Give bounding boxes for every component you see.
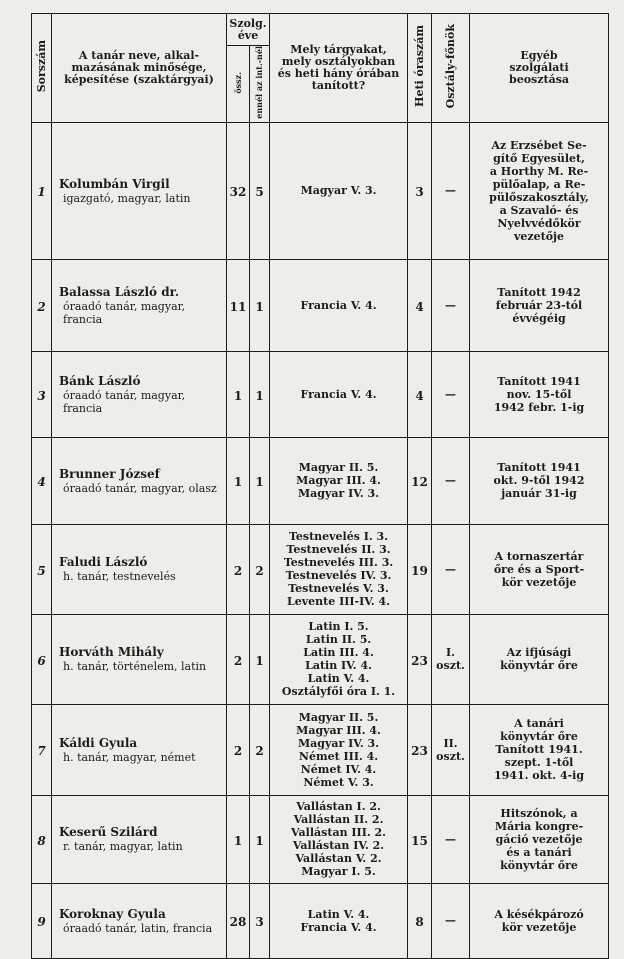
other-duty-line: A tornaszertár: [494, 549, 584, 563]
table-row: [32, 795, 609, 883]
years-institution: 1: [250, 259, 270, 351]
header-sorszam: Sorszám: [32, 14, 52, 123]
teacher-qualification: h. tanár, testnevelés: [63, 570, 176, 584]
other-duty-line: Mária kongre-: [494, 819, 584, 833]
class-teacher-cell: [432, 122, 470, 259]
years-total: 11: [227, 259, 250, 351]
class-teacher-cell: [432, 614, 470, 704]
other-duty-line: könyvtár őre: [500, 659, 578, 673]
subject-line: Német V. 3.: [303, 775, 374, 789]
other-duty-line: vezetője: [513, 229, 565, 243]
other-duty-line: nov. 15-től: [506, 387, 572, 401]
class-teacher-cell: [432, 524, 470, 614]
other-duty-line: Tanított 1941.: [495, 743, 583, 757]
other-duty-line: Tanított 1941: [497, 461, 581, 475]
subject-line: Levente III-IV. 4.: [287, 595, 390, 609]
years-total: 2: [227, 704, 250, 795]
weekly-hours: 3: [408, 122, 432, 259]
other-duties-cell: [470, 614, 609, 704]
table-row: [32, 351, 609, 437]
subject-line: Vallástan V. 2.: [295, 852, 382, 866]
header-szolg-eve: Szolg. éve: [227, 14, 270, 46]
other-duty-line: és a tanári: [506, 845, 572, 859]
subject-line: Vallástan I. 2.: [296, 800, 381, 814]
class-teacher-line: —: [445, 387, 457, 401]
class-teacher-line: —: [445, 184, 457, 198]
teacher-qualification: óraadó tanár, magyar, francia: [63, 388, 186, 415]
class-teacher-line: oszt.: [436, 749, 465, 763]
weekly-hours: 23: [408, 614, 432, 704]
class-teacher-line: oszt.: [436, 659, 465, 673]
other-duties-cell: [470, 437, 609, 524]
other-duty-line: okt. 9-től 1942: [493, 474, 585, 488]
other-duty-line: Hitszónok, a: [500, 806, 578, 820]
subjects-cell: [270, 883, 408, 958]
teacher-cell: [52, 614, 227, 704]
subjects-cell: [270, 795, 408, 883]
header-name: A tanár neve, alkal- mazásának minősége, képesítése (szaktárgyai): [52, 14, 227, 123]
other-duty-line: 1941. okt. 4-ig: [493, 769, 585, 783]
row-number: 4: [32, 437, 52, 524]
other-duty-line: évvégéig: [512, 311, 566, 325]
other-duties-cell: [470, 883, 609, 958]
table-row: [32, 614, 609, 704]
teacher-cell: [52, 795, 227, 883]
other-duty-line: Tanított 1942: [497, 285, 581, 299]
table-row: [32, 122, 609, 259]
teacher-cell: [52, 883, 227, 958]
weekly-hours: 15: [408, 795, 432, 883]
other-duty-line: a Horthy M. Re-: [489, 164, 589, 178]
subject-line: Latin III. 4.: [303, 646, 374, 660]
years-institution: 2: [250, 704, 270, 795]
weekly-hours: 4: [408, 259, 432, 351]
other-duty-line: Nyelvvédőkör: [497, 216, 581, 230]
weekly-hours: 4: [408, 351, 432, 437]
class-teacher-cell: [432, 259, 470, 351]
teacher-name: Faludi László: [59, 555, 148, 570]
subject-line: Magyar III. 4.: [296, 723, 381, 737]
class-teacher-line: —: [445, 298, 457, 312]
subject-line: Testnevelés I. 3.: [288, 530, 389, 544]
header-ossz: össz.: [227, 46, 250, 123]
other-duty-line: pülőszakosztály,: [489, 190, 589, 204]
subjects-cell: [270, 351, 408, 437]
other-duty-line: a Szavaló- és: [499, 203, 579, 217]
subject-line: Magyar II. 5.: [298, 461, 379, 475]
header-heti-oraszam: Heti óraszám: [408, 14, 432, 123]
subject-line: Francia V. 4.: [300, 920, 377, 934]
teacher-qualification: r. tanár, magyar, latin: [63, 840, 183, 854]
subject-line: Testnevelés III. 3.: [283, 556, 394, 570]
other-duty-line: január 31-ig: [501, 487, 577, 501]
subject-line: Latin I. 5.: [308, 620, 369, 634]
years-institution: 3: [250, 883, 270, 958]
teacher-qualification: igazgató, magyar, latin: [63, 191, 191, 205]
other-duty-line: pülőalap, a Re-: [492, 177, 586, 191]
subject-line: Testnevelés II. 3.: [286, 543, 391, 557]
teacher-name: Koroknay Gyula: [59, 906, 166, 921]
teacher-cell: [52, 259, 227, 351]
other-duty-line: 1942 febr. 1-ig: [493, 400, 585, 414]
subject-line: Testnevelés IV. 3.: [285, 569, 392, 583]
subject-line: Magyar I. 5.: [301, 865, 376, 879]
teacher-table: [31, 13, 609, 959]
other-duty-line: könyvtár őre: [500, 858, 578, 872]
class-teacher-line: —: [445, 474, 457, 488]
header-intezetnel: ennél az int.-nél: [250, 46, 270, 123]
subject-line: Latin V. 4.: [307, 672, 370, 686]
subject-line: Német III. 4.: [298, 749, 379, 763]
years-total: 28: [227, 883, 250, 958]
other-duties-cell: [470, 122, 609, 259]
years-total: 1: [227, 351, 250, 437]
subjects-cell: [270, 122, 408, 259]
subjects-cell: [270, 614, 408, 704]
other-duty-line: szept. 1-től: [504, 756, 574, 770]
row-number: 2: [32, 259, 52, 351]
row-number: 5: [32, 524, 52, 614]
subject-line: Vallástan II. 2.: [293, 813, 384, 827]
other-duties-cell: [470, 259, 609, 351]
teacher-name: Káldi Gyula: [59, 735, 138, 750]
years-total: 32: [227, 122, 250, 259]
other-duty-line: Az Erzsébet Se-: [491, 138, 587, 152]
teacher-cell: [52, 437, 227, 524]
table-row: [32, 883, 609, 958]
teacher-name: Kolumbán Virgil: [59, 176, 170, 191]
row-number: 8: [32, 795, 52, 883]
subjects-cell: [270, 437, 408, 524]
subjects-cell: [270, 259, 408, 351]
class-teacher-cell: [432, 883, 470, 958]
years-institution: 5: [250, 122, 270, 259]
other-duty-line: A késékpározó: [494, 907, 584, 921]
table-row: [32, 437, 609, 524]
teacher-qualification: h. tanár, történelem, latin: [63, 660, 207, 674]
teacher-name: Balassa László dr.: [59, 284, 180, 299]
row-number: 1: [32, 122, 52, 259]
weekly-hours: 23: [408, 704, 432, 795]
class-teacher-line: I.: [446, 646, 455, 660]
class-teacher-line: —: [445, 914, 457, 928]
row-number: 6: [32, 614, 52, 704]
teacher-cell: [52, 122, 227, 259]
years-institution: 1: [250, 351, 270, 437]
teacher-name: Brunner József: [59, 466, 160, 481]
other-duty-line: őre és a Sport-: [493, 562, 585, 576]
subject-line: Magyar IV. 3.: [297, 487, 380, 501]
subject-line: Testnevelés V. 3.: [288, 582, 389, 596]
table-row: [32, 524, 609, 614]
teacher-name: Bánk László: [59, 373, 141, 388]
years-total: 2: [227, 524, 250, 614]
teacher-cell: [52, 704, 227, 795]
class-teacher-line: II.: [443, 736, 458, 750]
row-number: 3: [32, 351, 52, 437]
class-teacher-cell: [432, 351, 470, 437]
class-teacher-cell: [432, 437, 470, 524]
teacher-name: Keserű Szilárd: [59, 825, 158, 840]
subject-line: Francia V. 4.: [300, 387, 377, 401]
other-duties-cell: [470, 351, 609, 437]
header-osztalyfonok: Osztály-főnök: [432, 14, 470, 123]
other-duty-line: kör vezetője: [501, 920, 577, 934]
years-institution: 2: [250, 524, 270, 614]
years-total: 2: [227, 614, 250, 704]
table-row: [32, 259, 609, 351]
subjects-cell: [270, 704, 408, 795]
header-targyak: Mely tárgyakat, mely osztályokban és heti hány órában tanított?: [270, 14, 408, 123]
subject-line: Latin II. 5.: [305, 633, 372, 647]
subject-line: Magyar II. 5.: [298, 710, 379, 724]
other-duty-line: Az ifjúsági: [506, 646, 572, 660]
subject-line: Német IV. 4.: [300, 762, 377, 776]
teacher-name: Horváth Mihály: [59, 645, 164, 660]
teacher-qualification: óraadó tanár, latin, francia: [63, 921, 213, 935]
subject-line: Magyar V. 3.: [300, 184, 377, 198]
other-duties-cell: [470, 795, 609, 883]
subject-line: Osztályfői óra I. 1.: [281, 685, 396, 699]
years-total: 1: [227, 437, 250, 524]
class-teacher-cell: [432, 795, 470, 883]
other-duty-line: gítő Egyesület,: [493, 151, 585, 165]
subject-line: Vallástan IV. 2.: [292, 839, 385, 853]
header-egyeb: Egyéb szolgálati beosztása: [470, 14, 609, 123]
other-duty-line: Tanított 1941: [497, 374, 581, 388]
other-duty-line: A tanári: [514, 717, 564, 731]
subjects-cell: [270, 524, 408, 614]
other-duty-line: könyvtár őre: [500, 730, 578, 744]
teacher-qualification: óraadó tanár, magyar, olasz: [63, 481, 217, 495]
subject-line: Latin V. 4.: [307, 907, 370, 921]
years-institution: 1: [250, 614, 270, 704]
weekly-hours: 19: [408, 524, 432, 614]
other-duty-line: február 23-tól: [495, 298, 583, 312]
years-total: 1: [227, 795, 250, 883]
class-teacher-line: —: [445, 562, 457, 576]
years-institution: 1: [250, 795, 270, 883]
subject-line: Magyar III. 4.: [296, 474, 381, 488]
subject-line: Magyar IV. 3.: [297, 736, 380, 750]
table-row: [32, 704, 609, 795]
other-duty-line: gáció vezetője: [495, 832, 583, 846]
row-number: 9: [32, 883, 52, 958]
teacher-cell: [52, 351, 227, 437]
subject-line: Latin IV. 4.: [305, 659, 372, 673]
other-duties-cell: [470, 704, 609, 795]
teacher-qualification: óraadó tanár, magyar, francia: [63, 299, 186, 326]
other-duty-line: kör vezetője: [501, 575, 577, 589]
row-number: 7: [32, 704, 52, 795]
weekly-hours: 8: [408, 883, 432, 958]
weekly-hours: 12: [408, 437, 432, 524]
subject-line: Vallástan III. 2.: [291, 826, 386, 840]
years-institution: 1: [250, 437, 270, 524]
class-teacher-line: —: [445, 832, 457, 846]
teacher-cell: [52, 524, 227, 614]
other-duties-cell: [470, 524, 609, 614]
class-teacher-cell: [432, 704, 470, 795]
teacher-qualification: h. tanár, magyar, német: [63, 750, 196, 764]
subject-line: Francia V. 4.: [300, 298, 377, 312]
